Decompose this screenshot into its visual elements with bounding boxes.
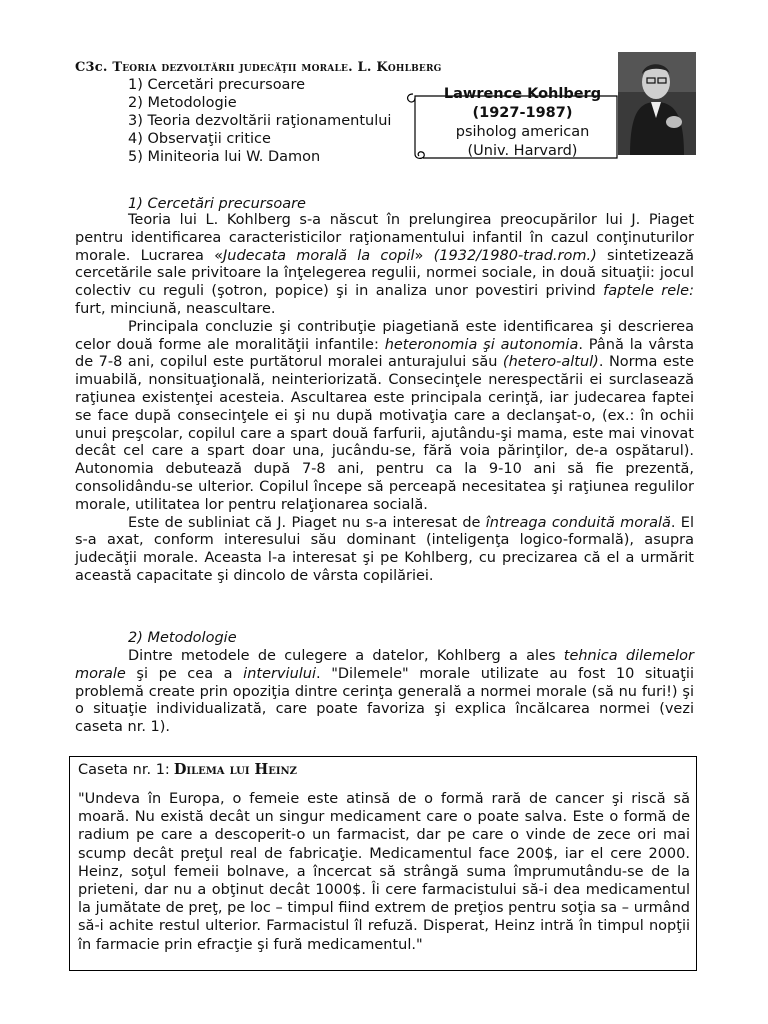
portrait-caption [420, 85, 625, 161]
page-heading [75, 60, 442, 75]
portrait-affiliation: (Univ. Harvard) [467, 143, 578, 159]
toc-item: 2) Metodologie [128, 95, 237, 111]
toc-item: 1) Cercetări precursoare [128, 77, 306, 93]
table-of-contents [128, 76, 391, 166]
toc-item: 5) Miniteoria lui W. Damon [128, 149, 321, 165]
case-box-header [78, 761, 297, 778]
heading-code: C3c. [75, 60, 108, 75]
portrait-photo [618, 52, 696, 155]
paragraph: Dintre metodele de culegere a datelor, Kohlberg a ales tehnica dilemelor morale şi pe cea a interviului. "Dilemele" morale utilizate au fost 10 situaţii problemă create prin opoziţia dintre cerinţa generală a normei morale (să nu furi!) şi o situaţie individualizată, care poate favoriza şi explica încălcarea normei (vezi caseta nr. 1). [75, 648, 694, 736]
case-box-title: Dilema lui Heinz [173, 761, 297, 778]
paragraph: Teoria lui L. Kohlberg s-a născut în prelungirea preocupărilor lui J. Piaget pentru identificarea caracteristicilor raţionamentului infantil în cazul conţinuturilor morale. Lucrarea «Judecata morală la copil» (1932/1980-trad.rom.) sintetizează cercetările sale privitoare la înţelegerea regulii, normei sociale, in două situaţii: jocul colectiv cu reguli (şotron, popice) şi in analiza unor povestiri privind faptele rele: furt, minciună, neascultare. [75, 212, 695, 317]
heading-title: Teoria dezvoltării judecăţii morale. [112, 60, 353, 75]
section-title-2: 2) Metodologie [128, 630, 237, 646]
toc-item: 4) Observaţii critice [128, 131, 271, 147]
case-box-label: Caseta nr. 1: [78, 762, 170, 778]
paragraph: Principala concluzie şi contribuţie piagetiană este identificarea şi descrierea celor două forme ale moralităţii infantile: heteronomia şi autonomia. Până la vârsta de 7-8 ani, copilul este purtătorul moralei anturajului său (hetero-altul). Norma este imuabilă, nonsituaţională, neinteriorizată. Consecinţele nerespectării ei surclasează raţiunea existenţei acesteia. Ascultarea este principala cerinţă, iar judecarea faptei se face după consecinţele ei şi nu după motivaţia care a declanşat-o, (ex.: în ochii unui preşcolar, copilul care a spart două farfurii, ajutându-şi mama, este mai vinovat decât cel care a spart doar una, jucându-se, fără voia părinţilor, de-a ospătarul). Autonomia debutează după 7-8 ani, pentru ca la 9-10 ani să fie prezentă, consolidându-se ulterior. Copilul începe să perceapă necesitatea şi raţiunea regulilor morale, utilitatea lor pentru relaţionarea socială. [75, 318, 694, 513]
paragraph: Este de subliniat că J. Piaget nu s-a interesat de întreaga conduită morală. El s-a axat, conform interesului său dominant (inteligenţa logico-formală), asupra judecăţii morale. Aceasta l-a interesat şi pe Kohlberg, cu precizarea că el a urmărit această capacitate şi dincolo de vârsta copilăriei. [75, 514, 694, 584]
portrait-name: Lawrence Kohlberg [443, 86, 602, 102]
portrait-role: psiholog american [455, 124, 590, 140]
section-1-body [75, 212, 694, 586]
toc-item: 3) Teoria dezvoltării raţionamentului [128, 113, 392, 129]
section-title-1: 1) Cercetări precursoare [128, 196, 306, 212]
portrait-years: (1927-1987) [472, 105, 573, 121]
case-box-text: "Undeva în Europa, o femeie este atinsă de o formă rară de cancer şi riscă să moară. Nu există decât un singur medicament care o poate salva. Este o formă de radium pe care a descoperit-o un farmacist, dar pe care o vinde de zece ori mai scump decât preţul real de fabricaţie. Medicamentul face 200$, iar el cere 2000. Heinz, soţul femeii bolnave, a încercat să strângă suma împrumutându-se de la prieteni, dar nu a obţinut decât 1000$. Îi cere farmacistului să-i dea medicamentul la jumătate de preţ, pe loc – timpul fiind extrem de preţios pentru soţia sa – urmând să-i achite restul ulterior. Farmacistul îl refuză. Disperat, Heinz intră în timpul nopţii în farmacie prin efracţie şi fură medicamentul." [78, 791, 690, 953]
section-2-body [75, 648, 694, 737]
heading-author: L. Kohlberg [357, 60, 442, 75]
